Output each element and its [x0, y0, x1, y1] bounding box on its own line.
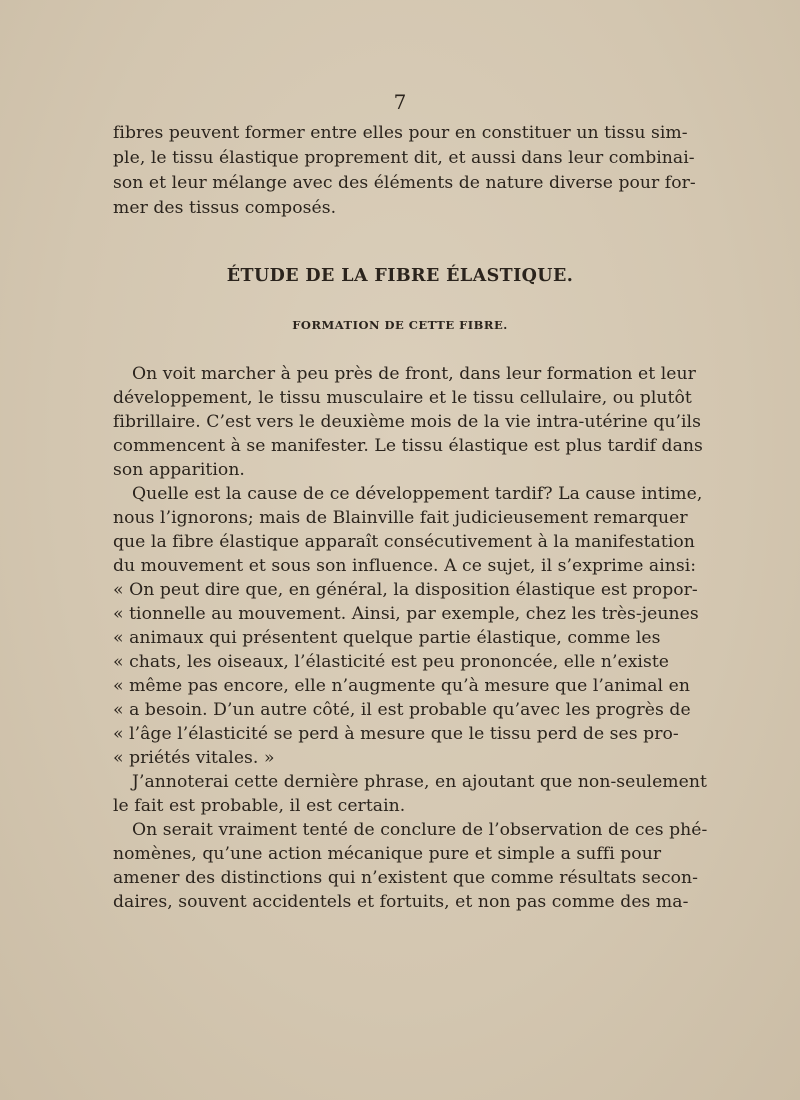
text-line: que la fibre élastique apparaît consécutivement à la manifestation	[113, 532, 695, 552]
text-line: amener des distinctions qui n’existent que comme résultats secon-	[113, 868, 699, 888]
text-line: On voit marcher à peu près de front, dans leur formation et leur	[132, 364, 696, 384]
text-line: développement, le tissu musculaire et le tissu cellulaire, ou plutôt	[113, 388, 692, 408]
quote-line: « priétés vitales. »	[113, 748, 275, 768]
text-line: le fait est probable, il est certain.	[113, 796, 406, 816]
text-line: nous l’ignorons; mais de Blainville fait judicieusement remarquer	[113, 508, 688, 528]
page-number: 7	[393, 90, 407, 114]
text-line: du mouvement et sous son influence. A ce sujet, il s’exprime ainsi:	[113, 556, 697, 576]
section-heading: ÉTUDE DE LA FIBRE ÉLASTIQUE.	[226, 266, 574, 286]
quote-line: « a besoin. D’un autre côté, il est probable qu’avec les progrès de	[113, 700, 691, 720]
text-line: On serait vraiment tenté de conclure de l’observation de ces phé-	[132, 820, 708, 840]
quote-line: « On peut dire que, en général, la disposition élastique est propor-	[113, 580, 698, 600]
text-line: J’annoterai cette dernière phrase, en ajoutant que non-seulement	[132, 772, 707, 792]
quote-line: « même pas encore, elle n’augmente qu’à mesure que l’animal en	[113, 676, 690, 696]
text-line: daires, souvent accidentels et fortuits, et non pas comme des ma-	[113, 892, 689, 912]
text-line: son et leur mélange avec des éléments de nature diverse pour for-	[113, 173, 696, 193]
section-subheading: FORMATION DE CETTE FIBRE.	[292, 318, 508, 332]
quote-line: « animaux qui présentent quelque partie élastique, comme les	[113, 628, 661, 648]
text-line: nomènes, qu’une action mécanique pure et simple a suffi pour	[113, 844, 662, 864]
text-line: fibrillaire. C’est vers le deuxième mois de la vie intra-utérine qu’ils	[113, 412, 701, 432]
quote-line: « tionnelle au mouvement. Ainsi, par exemple, chez les très-jeunes	[113, 604, 699, 624]
text-line: fibres peuvent former entre elles pour en constituer un tissu sim-	[113, 123, 688, 143]
text-line: mer des tissus composés.	[113, 198, 337, 218]
text-line: ple, le tissu élastique proprement dit, et aussi dans leur combinai-	[113, 148, 695, 168]
quote-line: « chats, les oiseaux, l’élasticité est peu prononcée, elle n’existe	[113, 652, 670, 672]
text-line: Quelle est la cause de ce développement tardif? La cause intime,	[132, 484, 703, 504]
quote-line: « l’âge l’élasticité se perd à mesure que le tissu perd de ses pro-	[113, 724, 679, 744]
text-line: son apparition.	[113, 460, 245, 480]
text-line: commencent à se manifester. Le tissu élastique est plus tardif dans	[113, 436, 703, 456]
